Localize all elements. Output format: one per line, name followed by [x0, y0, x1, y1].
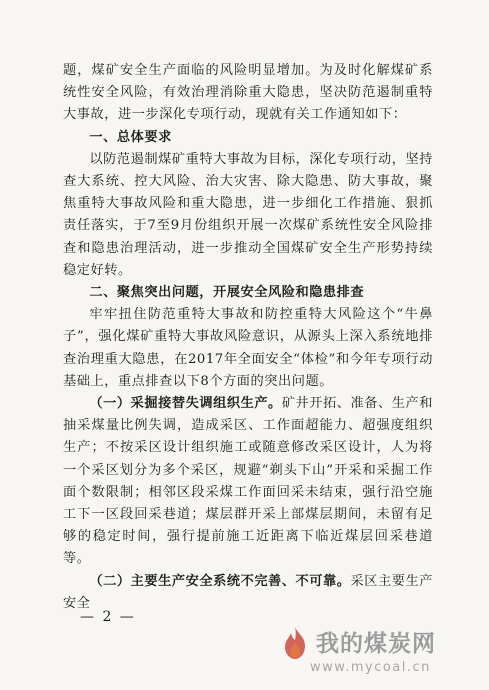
flame-logo-icon: [280, 626, 310, 660]
heading-focus-problems: 二、聚焦突出问题，开展安全风险和隐患排查: [89, 285, 365, 301]
paragraph-focus-problems: 牢牢扭住防范重特大事故和防控重特大风险这个“牛鼻子”，强化煤矿重特大事故风险意识，从源头上深入系统地排查治理重大隐患，在2017年全面安全“体检”和今年专项行动基础上，重点排查以下8个方面的突出问题。: [63, 307, 433, 389]
page-number: — 2 —: [80, 609, 136, 625]
item-two-body: 采区主要生产安全: [63, 573, 433, 611]
paragraph-intro-continued: 题，煤矿安全生产面临的风险明显增加。为及时化解煤矿系统性安全风险，有效治理消除重大隐患，坚决防范遏制重特大事故，进一步深化专项行动，现就有关工作通知如下：: [63, 63, 433, 123]
heading-general-requirements: 一、总体要求: [89, 129, 172, 145]
item-one-body: 矿井开拓、准备、生产和抽采煤量比例失调，造成采区、工作面超能力、超强度组织生产；不按采区设计组织施工或随意修改采区设计，人为将一个采区划分为多个采区，规避“剃头下山”开采和采掘工作面个数限制；相邻区段采煤工作面回采未结束，强行沿空施工下一区段回采巷道；煤层群开采上部煤层期间，未留有足够的稳定时间，强行提前施工近距离下临近煤层回采巷道等。: [63, 396, 433, 567]
paragraph-general-requirements: 以防范遏制煤矿重特大事故为目标，深化专项行动，坚持查大系统、控大风险、治大灾害、除大隐患、防大事故，聚焦重特大事故风险和重大隐患，进一步细化工作措施、狠抓责任落实，于7至9月份组织开展一次煤矿系统性安全风险排查和隐患治理活动，进一步推动全国煤矿安全生产形势持续稳定好转。: [63, 151, 433, 278]
watermark-url: www.mycoal.cn: [310, 660, 431, 675]
body-text: [63, 60, 433, 615]
item-two-lead: （二）主要生产安全系统不完善、不可靠。: [89, 573, 351, 589]
site-watermark: [276, 622, 486, 682]
paragraph-item-one: [63, 393, 433, 571]
watermark-title: 我的煤炭网: [316, 631, 436, 657]
item-one-lead: （一）采掘接替失调组织生产。: [89, 396, 282, 412]
